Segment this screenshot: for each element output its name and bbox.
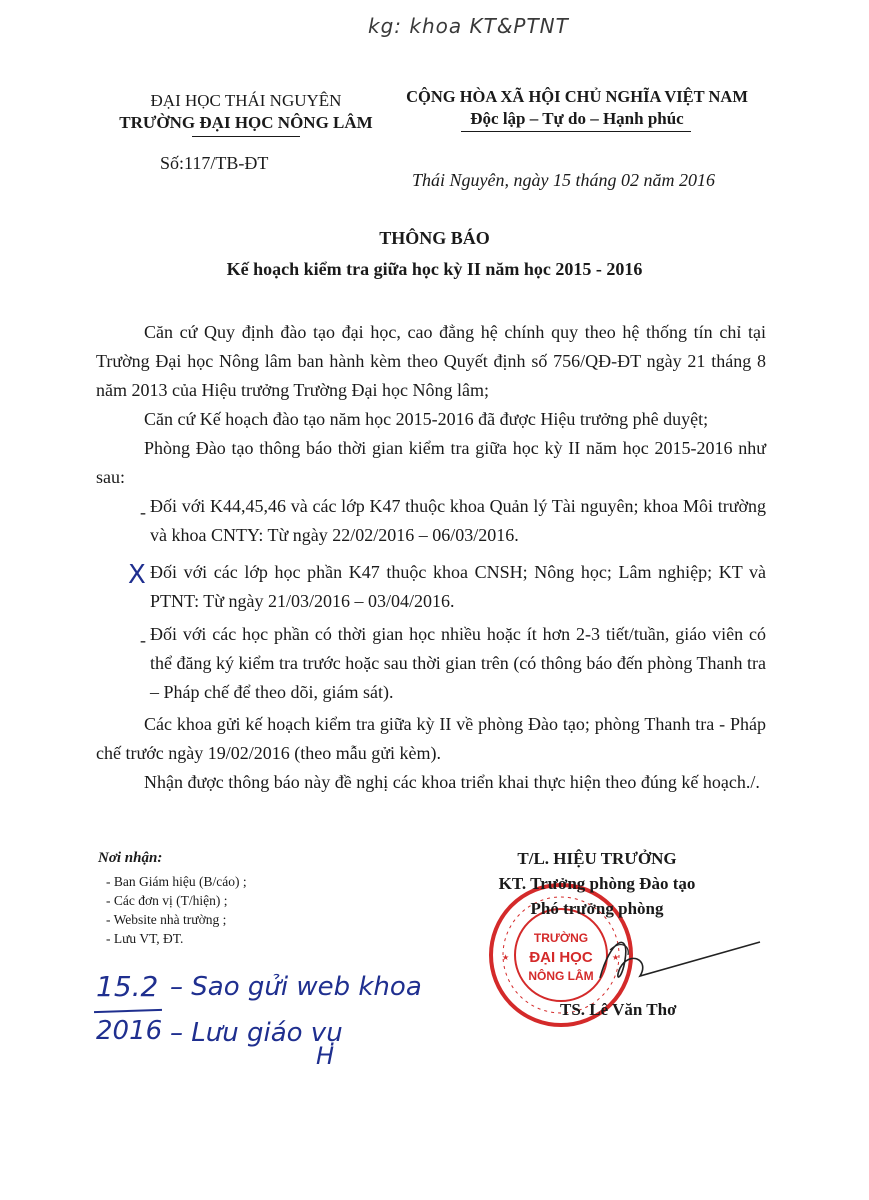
notice-subtitle: Kế hoạch kiểm tra giữa học kỳ II năm học 2015 - 2016 [226, 259, 643, 279]
recipient-item: - Lưu VT, ĐT. [106, 931, 184, 946]
university-name: ĐẠI HỌC THÁI NGUYÊN [150, 91, 342, 110]
handwritten-x-mark: X [128, 560, 146, 590]
handwritten-date-1: 15.2 [96, 970, 159, 1003]
bullet-item-3: Đối với các học phần có thời gian học nhiều hoặc ít hơn 2-3 tiết/tuần, giáo viên có thể đăng ký kiểm tra trước hoặc sau thời gian trên (có thông báo đến phòng Thanh tra – Pháp chế để theo dõi, giám sát). [150, 624, 766, 702]
paragraph-submission: Các khoa gửi kế hoạch kiểm tra giữa kỳ II về phòng Đào tạo; phòng Thanh tra - Pháp chế trước ngày 19/02/2016 (theo mẫu gửi kèm). [96, 714, 766, 763]
bullet-dash-3: - [140, 630, 146, 650]
paragraph-basis-plan: Căn cứ Kế hoạch đào tạo năm học 2015-2016 đã được Hiệu trưởng phê duyệt; [144, 409, 709, 429]
handwritten-divider [94, 1009, 162, 1013]
underline-right [461, 131, 691, 132]
school-name: TRƯỜNG ĐẠI HỌC NÔNG LÂM [119, 113, 373, 132]
stamp-text-1: TRƯỜNG [533, 931, 589, 945]
signature-block [452, 846, 742, 921]
motto: Độc lập – Tự do – Hạnh phúc [470, 109, 684, 128]
handwritten-note-1: – Sao gửi web khoa [170, 972, 422, 1002]
underline-left [192, 136, 300, 137]
bullet-item-1: Đối với K44,45,46 và các lớp K47 thuộc khoa Quản lý Tài nguyên; khoa Môi trường và khoa CNTY: Từ ngày 22/02/2016 – 06/03/2016. [150, 496, 766, 545]
handwritten-signature-icon [570, 920, 770, 1000]
recipients-heading: Nơi nhận: [98, 850, 163, 866]
bullet-dash-1: - [140, 502, 146, 522]
stamp-star-right: ★ [612, 953, 620, 962]
left-header [96, 90, 396, 134]
recipient-item: - Các đơn vị (T/hiện) ; [106, 893, 228, 908]
paragraph-basis-regulation: Căn cứ Quy định đào tạo đại học, cao đẳng hệ chính quy theo hệ thống tín chỉ tại Trường Đại học Nông lâm ban hành kèm theo Quyết định số 756/QĐ-ĐT ngày 21 tháng 8 năm 2013 của Hiệu trưởng Trường Đại học Nông lâm; [96, 322, 766, 400]
recipient-item: - Ban Giám hiệu (B/cáo) ; [106, 874, 247, 889]
signature-line-3: Phó trưởng phòng [530, 899, 664, 918]
notice-title: THÔNG BÁO [379, 228, 490, 248]
recipient-item: - Website nhà trường ; [106, 912, 227, 927]
stamp-text-3: NÔNG LÂM [528, 969, 594, 983]
handwritten-date-2: 2016 [96, 1016, 163, 1046]
signature-line-1: T/L. HIỆU TRƯỞNG [517, 849, 677, 868]
signature-line-2: KT. Trưởng phòng Đào tạo [498, 874, 696, 893]
date-line: Thái Nguyên, ngày 15 tháng 02 năm 2016 [412, 170, 715, 190]
bullet-item-2: Đối với các lớp học phần K47 thuộc khoa CNSH; Nông học; Lâm nghiệp; KT và PTNT: Từ ngày 21/03/2016 – 03/04/2016. [150, 562, 766, 611]
stamp-text-2: ĐẠI HỌC [529, 949, 593, 966]
country-name: CỘNG HÒA XÃ HỘI CHỦ NGHĨA VIỆT NAM [406, 87, 748, 106]
top-handwritten-note: kg: khoa KT&PTNT [368, 14, 569, 38]
handwritten-initials: H [316, 1042, 335, 1070]
paragraph-implementation: Nhận được thông báo này đề nghị các khoa triển khai thực hiện theo đúng kế hoạch./. [144, 772, 760, 792]
signer-name: TS. Lê Văn Thơ [560, 1000, 677, 1019]
stamp-star-left: ★ [502, 953, 510, 962]
right-header [382, 86, 772, 130]
document-number: Số:117/TB-ĐT [160, 153, 269, 173]
recipients-list [106, 872, 247, 948]
handwritten-note-2: – Lưu giáo vụ [170, 1018, 343, 1048]
paragraph-announcement: Phòng Đào tạo thông báo thời gian kiểm tra giữa học kỳ II năm học 2015-2016 như sau: [96, 438, 766, 487]
